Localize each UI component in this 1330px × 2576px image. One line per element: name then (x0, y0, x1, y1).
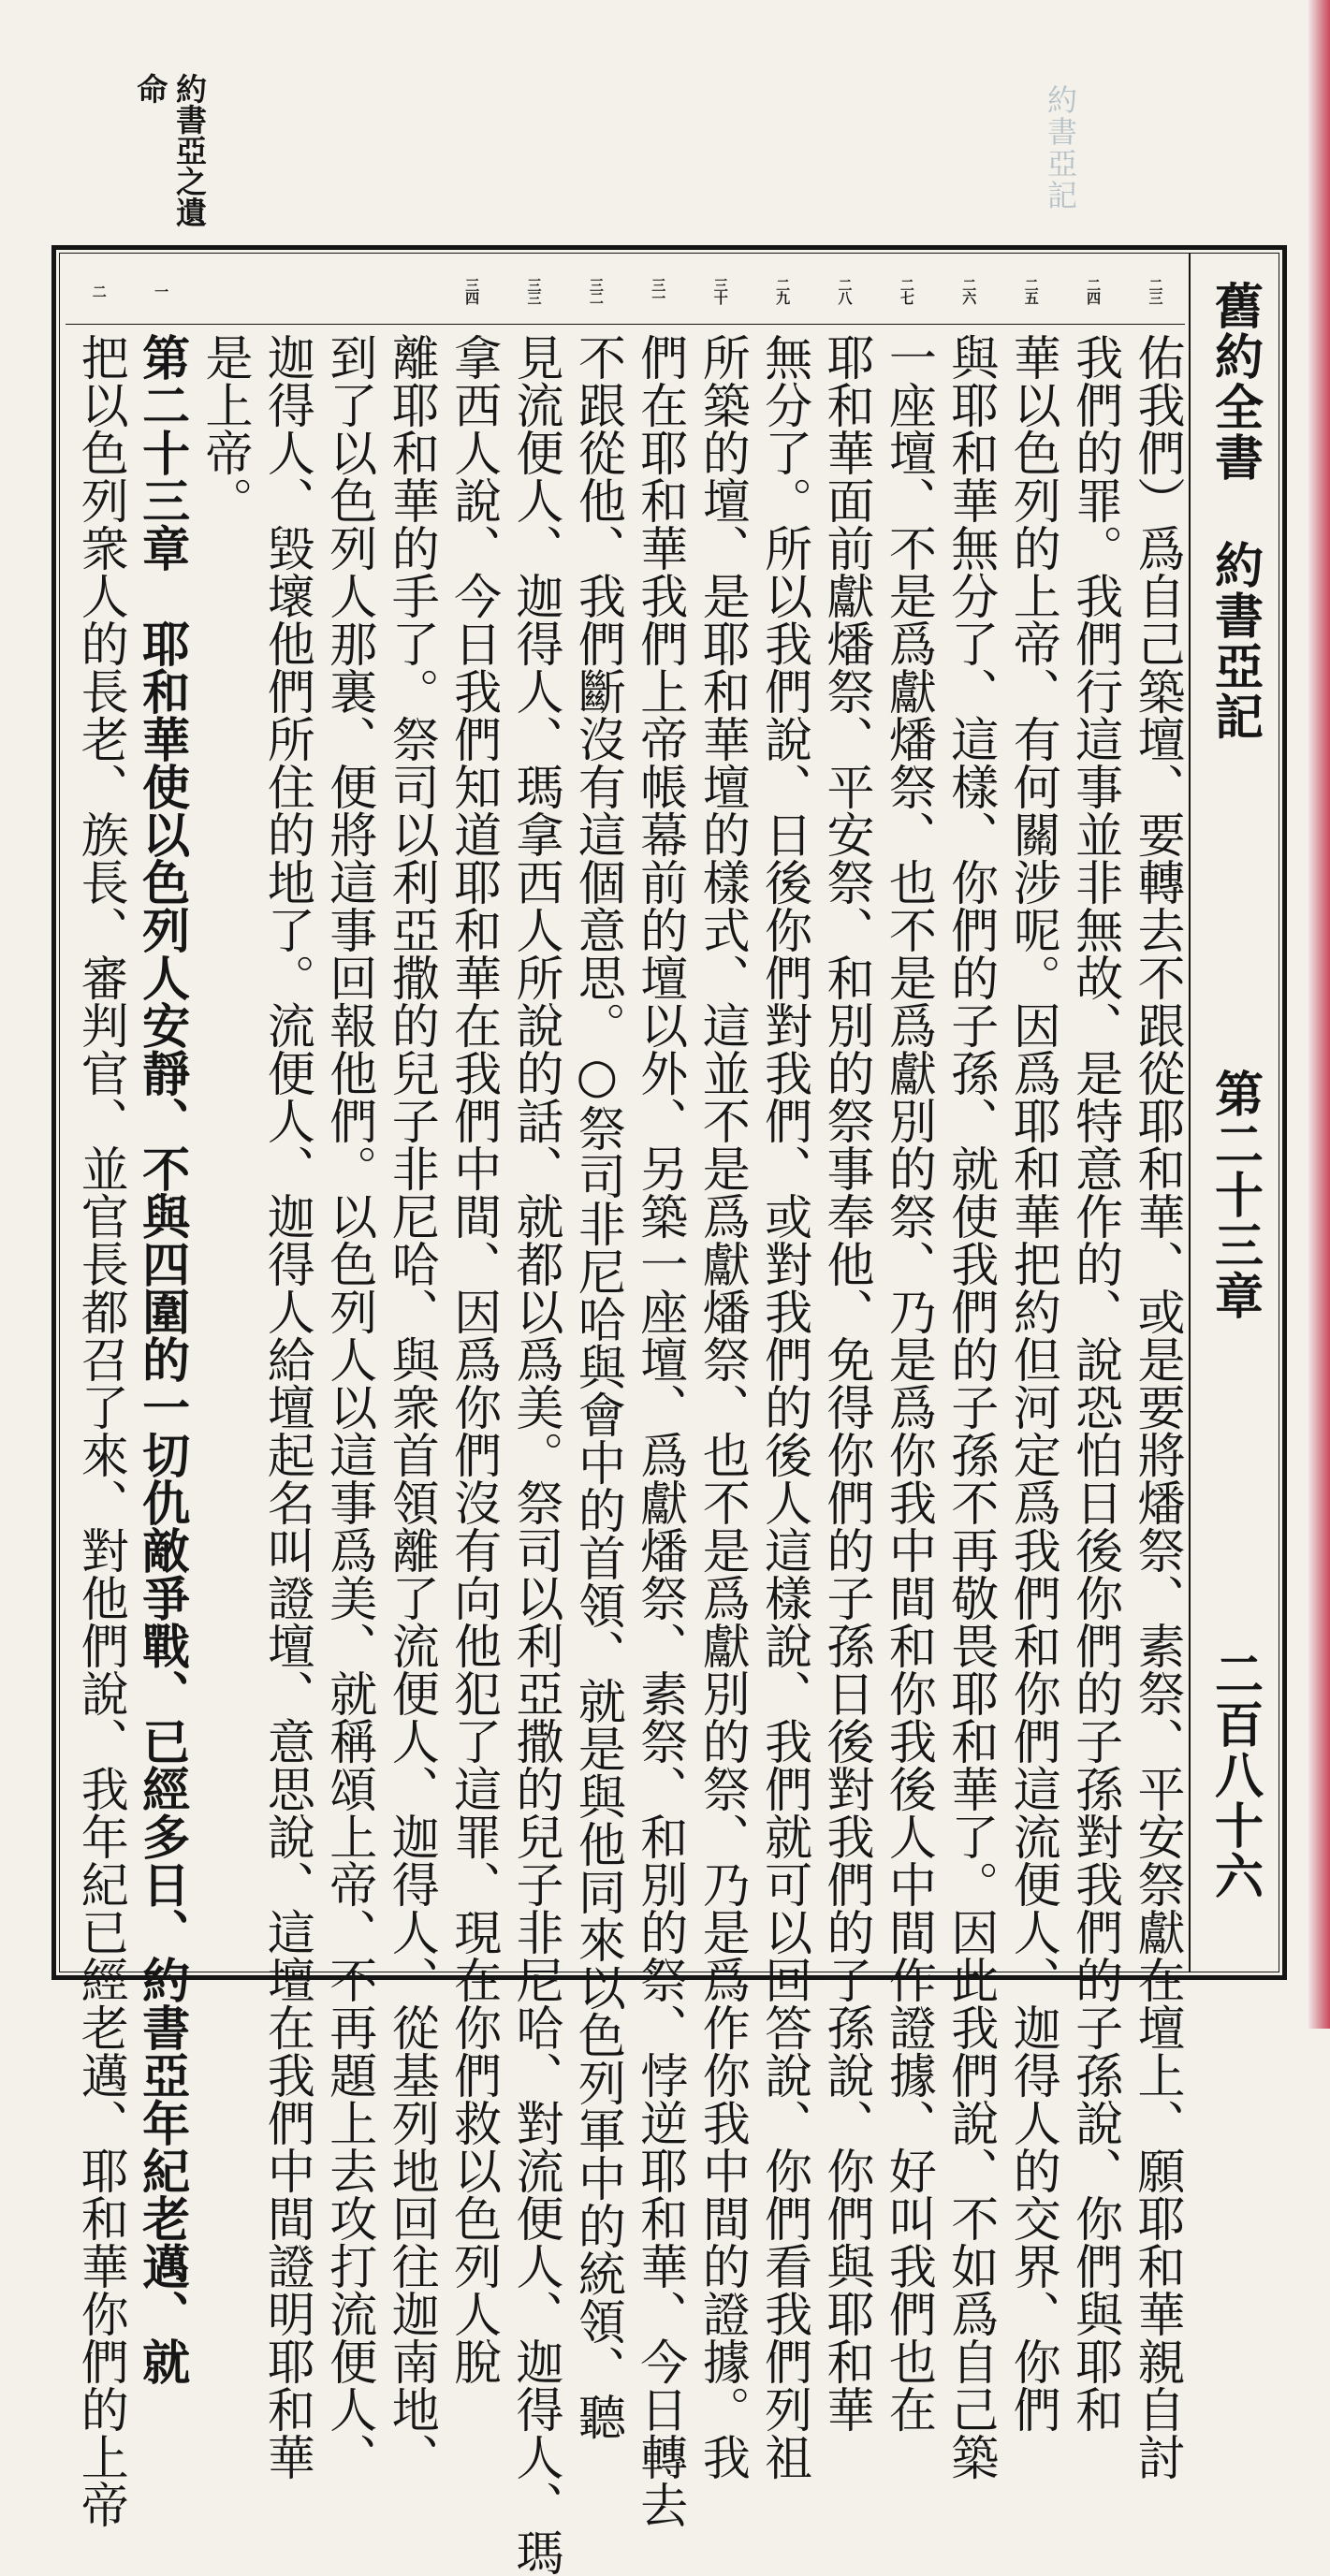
chapter-label: 第二十三章 (1206, 1069, 1264, 1321)
bleed-through-text: 約書亞記 (1043, 84, 1078, 211)
verse-number: 二三 (1147, 278, 1164, 304)
text-column (878, 278, 936, 2433)
text-column (256, 329, 314, 2481)
running-head (1191, 255, 1279, 1971)
verse-number: 二四 (1085, 278, 1103, 304)
page-number: 二百八十六 (1206, 1649, 1264, 1901)
page-edge (1308, 0, 1330, 2029)
text-column (754, 278, 812, 2481)
margin-note-line-1: 約書亞之遺 (171, 73, 208, 227)
text-column (816, 278, 874, 2433)
verse-text: 我們的罪。我們行這事並非無故、是特意作的、說恐怕日後你們的子孫對我們的子孫說、你們與耶和 (1066, 333, 1122, 2433)
verse-number: 二八 (836, 278, 854, 304)
verse-text: 是上帝。 (197, 333, 252, 524)
margin-note (103, 73, 208, 227)
verse-number (195, 257, 253, 325)
verse-number: 二 (90, 284, 108, 298)
verse-text: 華以色列的上帝、有何關涉呢。因爲耶和華把約但河定爲我們和你們這流便人、迦得人的交界、你們 (1004, 333, 1060, 2433)
verse-number: 三二 (587, 278, 605, 304)
text-column (1127, 278, 1185, 2481)
text-column (195, 329, 253, 1963)
verse-number: 一 (153, 284, 170, 298)
text-column (319, 329, 377, 2481)
verse-number (319, 257, 377, 325)
verse-text: 佑我們）爲自己築壇、要轉去不跟從耶和華、或是要將燔祭、素祭、平安祭獻在壇上、願耶和華親自討 (1129, 333, 1184, 2481)
verse-text: 一座壇、不是爲獻燔祭、也不是爲獻別的祭、乃是爲你我中間和你我後人中間作證據、好叫我們也在 (880, 333, 936, 2433)
text-column (630, 278, 688, 2528)
text-column (1002, 278, 1060, 2433)
verse-text: 無分了。所以我們說、日後你們對我們、或對我們的後人這樣說、我們就可以回答說、你們看我們列祖 (755, 333, 811, 2481)
text-column (567, 278, 625, 2440)
text-column (444, 278, 502, 2385)
text-column (692, 278, 750, 2481)
text-column (133, 284, 191, 2385)
verse-text: 見流便人、迦得人、瑪拿西人所說的話、就都以爲美。祭司以利亞撒的兒子非尼哈、對流便人、迦得人、瑪 (507, 333, 563, 2576)
scripture-body (66, 278, 1185, 2576)
verse-text: 第二十三章 耶和華使以色列人安靜、不與四圍的一切仇敵爭戰、已經多日、約書亞年紀老邁、就 (133, 333, 190, 2385)
verse-number: 二九 (774, 278, 792, 304)
verse-number: 三一 (650, 278, 667, 304)
text-column (381, 329, 439, 2481)
verse-number: 三四 (463, 278, 481, 304)
text-column (1065, 278, 1123, 2433)
verse-text: 不跟從他、我們斷沒有這個意思。○祭司非尼哈與會中的首領、就是與他同來以色列軍中的統領、聽 (569, 333, 625, 2440)
verse-text: 所築的壇、是耶和華壇的樣式、這並不是爲獻燔祭、也不是爲獻別的祭、乃是爲作你我中間的證據。我 (694, 333, 750, 2481)
verse-text: 們在耶和華我們上帝帳幕前的壇以外、另築一座壇、爲獻燔祭、素祭、和別的祭、悖逆耶和華、今日轉去 (631, 333, 687, 2528)
text-column (505, 278, 563, 2576)
verse-number (256, 257, 314, 325)
margin-note-line-2: 命 (132, 73, 169, 104)
verse-text: 與耶和華無分了、這樣、你們的子孫、就使我們的子孫不再敬畏耶和華了。因此我們說、不如爲自己築 (942, 333, 998, 2481)
verse-text: 離耶和華的手了。祭司以利亞撒的兒子非尼哈、與衆首領離了流便人、迦得人、從基列地回往迦南地、 (383, 333, 439, 2481)
verse-number (381, 257, 439, 325)
text-column (941, 278, 999, 2481)
verse-text: 到了以色列人那裏、便將這事回報他們。以色列人以這事爲美、就稱頌上帝、不再題上去攻打流便人、 (320, 333, 376, 2481)
verse-number: 二六 (960, 278, 978, 304)
text-column (70, 284, 128, 2528)
verse-number: 二五 (1022, 278, 1040, 304)
verse-text: 拿西人說、今日我們知道耶和華在我們中間、因爲你們沒有向他犯了這罪、現在你們救以色列人脫 (445, 333, 501, 2385)
verse-text: 把以色列衆人的長老、族長、審判官、並官長都召了來、對他們說、我年紀已經老邁、耶和華你們的上帝 (72, 333, 128, 2528)
verse-text: 耶和華面前獻燔祭、平安祭、和別的祭事奉他、免得你們的子孫日後對我們的子孫說、你們與耶和華 (818, 333, 873, 2433)
section-title: 約書亞記 (1206, 540, 1264, 742)
verse-text: 迦得人、毀壞他們所住的地了。流便人、迦得人給壇起名叫證壇、意思說、這壇在我們中間證明耶和華 (258, 333, 314, 2481)
verse-number: 二七 (898, 278, 915, 304)
book-title: 舊約全書 (1206, 281, 1264, 483)
verse-number: 三三 (525, 278, 543, 304)
verse-number: 三十 (711, 278, 729, 304)
